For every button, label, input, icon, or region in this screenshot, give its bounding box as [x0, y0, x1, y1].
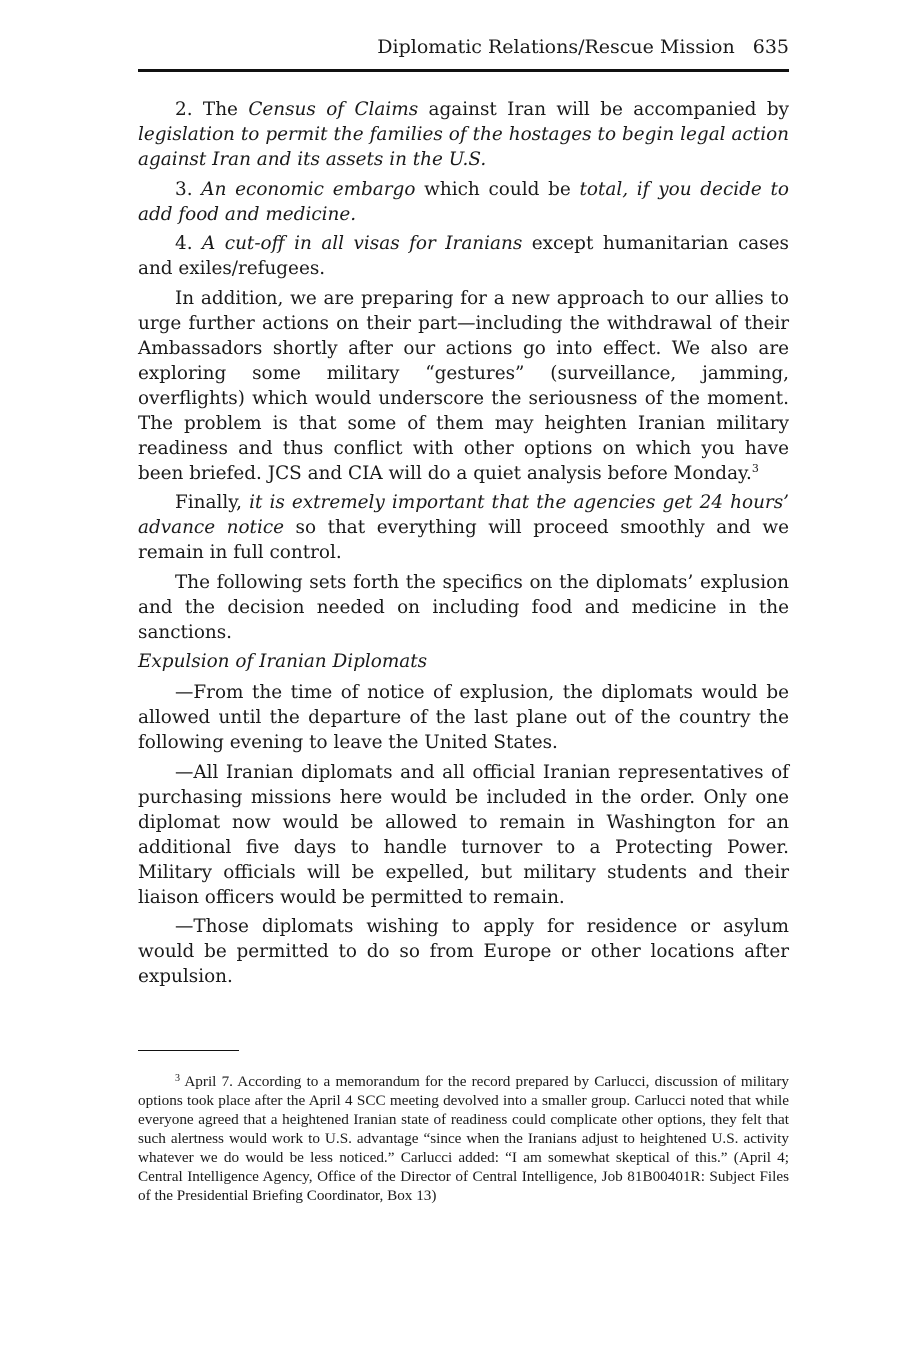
italic-phrase: An economic embargo [201, 178, 416, 200]
running-header-title: Diplomatic Relations/Rescue Mission [377, 36, 735, 58]
paragraph-item-2 [138, 97, 789, 172]
footnote-marker: 3 [175, 1073, 180, 1084]
italic-phrase: Census of Claims [248, 99, 419, 120]
item-number: 4. [175, 233, 203, 254]
footnote-text: April 7. According to a memorandum for the record prepared by Carlucci, discussion of military options took place after the April 4 SCC meeting devolved into a smaller group. Carlucci noted that while everyone agreed that a heightened Iranian state of readiness could complicate other options, they felt that such alertness would work to U.S. advantage “since when the Iranians adjust to heightened U.S. activity whatever we do would be less noticed.” Carlucci added: “I am somewhat skeptical of this.” (April 4; Central Intelligence Agency, Office of the Director of Central Intelligence, Job 81B00401R: Subject Files of the Presidential Briefing Coordinator, Box 13) [138, 1073, 789, 1204]
paragraph-finally [138, 490, 789, 565]
footnote-reference[interactable]: 3 [751, 461, 759, 475]
text-run: except humanitarian cases and exiles/refugees. [138, 233, 789, 279]
text-run: which could be [415, 178, 580, 200]
text-run: against Iran will be accompanied by [418, 99, 789, 120]
paragraph-asylum: —Those diplomats wishing to apply for residence or asylum would be permitted to do so from Europe or other locations after expulsion. [138, 916, 789, 987]
running-header [138, 36, 789, 66]
item-number: 3. [175, 178, 202, 200]
paragraph-item-4 [138, 231, 789, 281]
item-number: 2. The [175, 99, 249, 120]
paragraph-in-addition [138, 286, 789, 486]
footnote-rule [138, 1050, 239, 1051]
page-number: 635 [752, 36, 789, 58]
paragraph-item-3 [138, 177, 789, 227]
italic-phrase: A cut-off in all visas for Iranians [202, 233, 523, 254]
header-rule [138, 69, 789, 72]
body-text [138, 97, 789, 994]
text-run: In addition, we are preparing for a new approach to our allies to urge further actions on their part—including the withdrawal of their Ambassadors shortly after our actions go into effect. We also are exploring some military “gestures” (surveillance, jamming, overflights) which would underscore the seriousness of the moment. The problem is that some of them may heighten Iranian military readiness and thus conflict with other options on which you have been briefed. JCS and CIA will do a quiet analysis before Monday. [138, 287, 789, 484]
text-run: Finally, [175, 492, 250, 513]
paragraph-expulsion-timing: —From the time of notice of explusion, the diplomats would be allowed until the departure of the last plane out of the country the following evening to leave the United States. [138, 682, 789, 753]
section-subheading: Expulsion of Iranian Diplomats [138, 651, 428, 672]
paragraph-following: The following sets forth the specifics on the diplomats’ explusion and the decision needed on including food and medicine in the sanctions. [138, 571, 789, 643]
italic-phrase: legislation to permit the families of the hostages to begin legal action against Iran and its assets in the U.S. [138, 124, 789, 170]
text-run: so that everything will proceed smoothly and we remain in full control. [138, 517, 789, 563]
paragraph-expulsion-scope: —All Iranian diplomats and all official Iranian representatives of purchasing missions here would be included in the order. Only one diplomat now would be allowed to remain in Washington for an additional five days to handle turnover to a Protecting Power. Military officials will be expelled, but military students and their liaison officers would be permitted to remain. [138, 761, 789, 908]
italic-phrase: it is extremely important that the agencies get 24 hours’ advance notice [138, 492, 789, 538]
italic-phrase: total, if you decide to add food and medicine. [138, 178, 789, 225]
footnote [138, 1072, 789, 1205]
